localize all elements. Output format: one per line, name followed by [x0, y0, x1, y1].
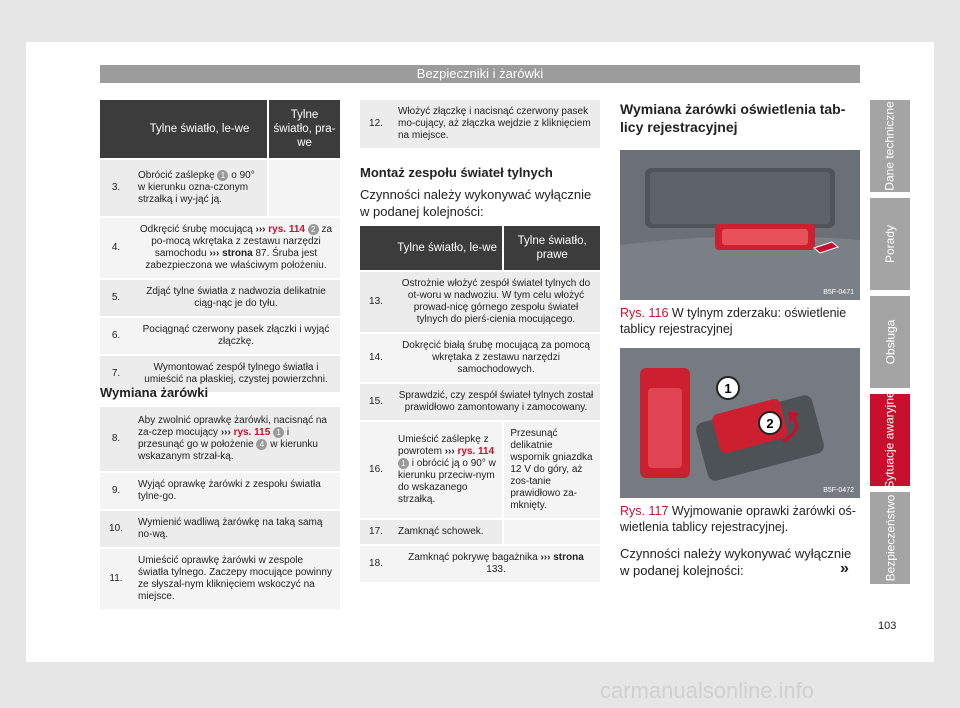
tab-sytuacje-awaryjne[interactable]: Sytuacje awaryjne — [870, 394, 910, 486]
figure-117: 1 2 B5F-0472 — [620, 348, 860, 498]
step-text: Wymontować zespół tylnego światła i umieścić na płaskiej, czystej powierzchni. — [144, 362, 328, 386]
step-text: Umieścić oprawkę żarówki w zespole światła tylnego. Zaczepy mocujące powinny ze słyszal-nym kliknięciem wskoczyć na miejsce. — [138, 555, 332, 602]
table-row: 9. Wyjąć oprawkę żarówki z zespołu światła tylne-go. — [100, 472, 340, 510]
section-title-tablica: Wymiana żarówki oświetlenia tab-licy rejestracyjnej — [620, 101, 846, 135]
column-header: Tylne światło, le-we — [149, 123, 250, 135]
callout-2-icon: 2 — [308, 224, 319, 235]
callout-1-icon: 1 — [273, 427, 284, 438]
figure-116-caption: Rys. 116 W tylnym zderzaku: oświetlenie tablicy rejestracyjnej — [620, 306, 847, 336]
page-link[interactable]: strona — [222, 248, 253, 260]
step-text: Obrócić zaślepkę 1 o 90° w kierunku ozna-czonym strzałką i wy-jąć ją. — [138, 170, 255, 206]
step-text: Włożyć złączkę i nacisnąć czerwony pasek mo-cujący, aż złączka wejdzie z kliknięciem na miejsce. — [398, 106, 591, 141]
page-number: 103 — [878, 620, 897, 632]
page-header: Bezpieczniki i żarówki — [100, 65, 860, 83]
table-row: 11. Umieścić oprawkę żarówki w zespole światła tylnego. Zaczepy mocujące powinny ze słyszal-nym kliknięciem wskoczyć na miejsce. — [100, 548, 340, 609]
step-text-right: Przesunąć delikatnie wspornik gniazdka 12 V do góry, aż zos-tanie prawidłowo za-mknięty. — [503, 421, 600, 519]
table-row: 18. Zamknąć pokrywę bagażnika ››› strona 133. — [360, 545, 600, 582]
column-header: Tylne światło, pra-we — [268, 100, 340, 159]
column-header: Tylne światło, le-we — [397, 242, 498, 254]
table-row: 14. Dokręcić białą śrubę mocującą za pomocą wkrętaka z zestawu narzędzi samochodowych. — [360, 333, 600, 383]
row-12-table — [360, 100, 600, 148]
section-title-montaz: Montaż zespołu świateł tylnych — [360, 165, 553, 180]
svg-text:1: 1 — [724, 381, 732, 396]
column-header: Tylne światło, prawe — [503, 226, 600, 271]
section-title-wymiana: Wymiana żarówki — [100, 385, 209, 400]
table-row: 5. Zdjąć tylne światła z nadwozia delikatnie ciąg-nąc je do tyłu. — [100, 279, 340, 317]
bulb-holder-illustration — [620, 348, 860, 498]
callout-1-icon: 1 — [398, 458, 409, 469]
step-text-left: Umieścić zaślepkę z powrotem ››› rys. 114 1 i obrócić ją o 90° w kierunku przeciw-nym do wskazanego strzałką. — [398, 433, 496, 506]
table-header-row — [100, 100, 340, 159]
step-text: Zamknąć schowek. — [398, 526, 484, 537]
table-row: 6. Pociągnąć czerwony pasek złączki i wyjąć złączkę. — [100, 317, 340, 355]
tab-obsluga[interactable]: Obsługa — [870, 296, 910, 388]
bulb-steps-table — [100, 405, 340, 609]
step-text: Sprawdzić, czy zespół świateł tylnych został prawidłowo zamontowany i zamocowany. — [398, 390, 594, 413]
step-text: Wyjąć oprawkę żarówki z zespołu światła tylne-go. — [138, 479, 321, 502]
outro-text: Czynności należy wykonywać wyłącznie w podanej kolejności: — [620, 546, 852, 578]
table-row: 7. Wymontować zespół tylnego światła i umieścić na płaskiej, czystej powierzchni. — [100, 355, 340, 392]
step-text: Wymienić wadliwą żarówkę na taką samą no-wą. — [138, 517, 323, 540]
tab-porady[interactable]: Porady — [870, 198, 910, 290]
continue-icon: » — [840, 560, 849, 577]
page-link[interactable]: strona — [553, 552, 584, 563]
figure-link[interactable]: rys. 114 — [457, 445, 495, 457]
callout-4-icon: 4 — [256, 439, 267, 450]
step-text: Zdjąć tylne światła z nadwozia delikatnie ciąg-nąc je do tyłu. — [146, 286, 326, 310]
step-text: Pociągnąć czerwony pasek złączki i wyjąć złączkę. — [142, 324, 330, 348]
figure-117-caption: Rys. 117 Wyjmowanie oprawki żarówki oś-wietlenia tablicy rejestracyjnej. — [620, 504, 856, 534]
step-text: Zamknąć pokrywę bagażnika ››› strona 133. — [408, 552, 584, 575]
license-light-illustration — [620, 150, 860, 300]
watermark: carmanualsonline.info — [600, 678, 815, 703]
figure-link[interactable]: rys. 114 — [268, 224, 305, 236]
step-text: Dokręcić białą śrubę mocującą za pomocą wkrętaka z zestawu narzędzi samochodowych. — [402, 340, 590, 375]
step-text: Odkręcić śrubę mocującą ››› rys. 114 2 za po-mocą wkrętaka z zestawu narzędzi samochodu ››› strona 87. Śruba jest zabezpieczona we właściwym położeniu. — [139, 224, 333, 272]
table-row: 15. Sprawdzić, czy zespół świateł tylnych został prawidłowo zamontowany i zamocowany. — [360, 383, 600, 421]
montaz-steps-table — [360, 226, 600, 582]
table-row: 3. Obrócić zaślepkę 1 o 90° w kierunku ozna-czonym strzałką i wy-jąć ją. — [100, 159, 340, 217]
table-row: 17. Zamknąć schowek. — [360, 519, 600, 545]
table-row: 13. Ostrożnie włożyć zespół świateł tylnych do ot-woru w nadwoziu. W tym celu włożyć prowad-nicę górnego zespołu świateł tylnych do pierś-cienia mocującego. — [360, 271, 600, 333]
table-row: 4. Odkręcić śrubę mocującą ››› rys. 114 2 za po-mocą wkrętaka z zestawu narzędzi samochodu ››› strona 87. Śruba jest zabezpieczona we właściwym położeniu. — [100, 217, 340, 279]
table-row: 10. Wymienić wadliwą żarówkę na taką samą no-wą. — [100, 510, 340, 548]
table-row: 12. Włożyć złączkę i nacisnąć czerwony pasek mo-cujący, aż złączka wejdzie z kliknięciem na miejsce. — [360, 100, 600, 148]
table-row: 16. Umieścić zaślepkę z powrotem ››› rys. 114 1 i obrócić ją o 90° w kierunku przeciw-nym do wskazanego strzałką. Przesunąć delikatnie wspornik gniazdka 12 V do góry, aż zos-tanie prawidłowo za-mknięty. — [360, 421, 600, 519]
step-text: Ostrożnie włożyć zespół świateł tylnych do ot-woru w nadwoziu. W tym celu włożyć prowad-nicę górnego zespołu świateł tylnych do pierś-cienia mocującego. — [401, 278, 591, 325]
figure-116: B5F-0471 — [620, 150, 860, 300]
svg-text:2: 2 — [766, 416, 774, 431]
left-steps-table — [100, 100, 340, 392]
figure-link[interactable]: rys. 115 — [233, 427, 271, 438]
intro-text: Czynności należy wykonywać wyłącznie w podanej kolejności: — [360, 187, 592, 219]
table-header-row — [360, 226, 600, 271]
step-text: Aby zwolnić oprawkę żarówki, nacisnąć na za-czep mocujący ››› rys. 115 1 i przesunąć go w położenie 4 w kierunku wskazanym strzał-ką. — [138, 414, 327, 463]
tab-dane-techniczne[interactable]: Dane techniczne — [870, 100, 910, 192]
callout-1-icon: 1 — [217, 170, 228, 181]
tab-bezpieczenstwo[interactable]: Bezpieczeństwo — [870, 492, 910, 584]
table-row: 8. Aby zwolnić oprawkę żarówki, nacisnąć na za-czep mocujący ››› rys. 115 1 i przesunąć go w położenie 4 w kierunku wskazanym strzał-ką. — [100, 406, 340, 472]
